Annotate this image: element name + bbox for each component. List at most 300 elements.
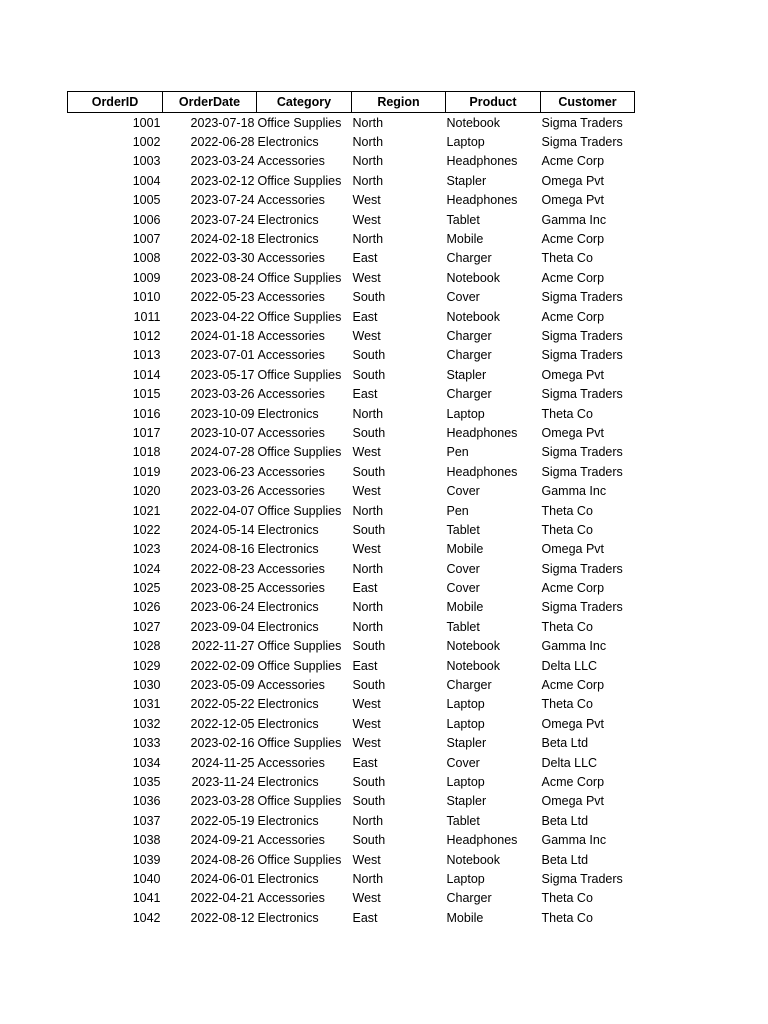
cell-category: Accessories (257, 561, 325, 576)
table-row (68, 113, 635, 133)
cell-product: Charger (446, 678, 492, 693)
cell-region: South (352, 678, 386, 693)
cell-orderdate: 2023-03-26 (190, 387, 255, 402)
cell-orderid: 1015 (132, 387, 161, 402)
cell-region: South (352, 464, 386, 479)
cell-product: Headphones (446, 193, 518, 208)
table-row (68, 210, 635, 229)
cell-orderdate: 2023-03-24 (190, 154, 255, 169)
cell-customer: Sigma Traders (541, 561, 623, 576)
cell-orderdate: 2023-11-24 (191, 774, 255, 789)
cell-orderid: 1009 (132, 270, 161, 285)
cell-region: South (352, 833, 386, 848)
cell-customer: Theta Co (541, 891, 593, 906)
cell-region: North (352, 561, 384, 576)
cell-region: East (352, 581, 378, 596)
cell-product: Cover (446, 484, 480, 499)
table-row (68, 637, 635, 656)
cell-orderdate: 2023-07-18 (190, 115, 255, 130)
cell-orderid: 1005 (132, 193, 161, 208)
cell-orderdate: 2023-08-24 (190, 270, 255, 285)
cell-orderdate: 2023-04-22 (190, 309, 255, 324)
cell-category: Office Supplies (257, 794, 342, 809)
cell-customer: Theta Co (541, 503, 593, 518)
cell-orderdate: 2024-08-16 (190, 542, 255, 557)
cell-orderdate: 2022-04-21 (190, 891, 255, 906)
cell-product: Tablet (446, 212, 480, 227)
cell-orderdate: 2024-06-01 (190, 871, 255, 886)
cell-orderid: 1041 (132, 891, 161, 906)
cell-orderdate: 2022-05-19 (190, 813, 255, 828)
cell-product: Headphones (446, 154, 518, 169)
cell-orderid: 1029 (132, 658, 161, 673)
cell-category: Office Supplies (257, 658, 342, 673)
cell-orderid: 1011 (133, 309, 161, 324)
cell-customer: Sigma Traders (541, 348, 623, 363)
cell-orderid: 1033 (132, 736, 161, 751)
cell-product: Cover (446, 581, 480, 596)
table-row (68, 249, 635, 268)
cell-orderdate: 2023-02-12 (190, 173, 255, 188)
cell-product: Mobile (446, 542, 484, 557)
cell-category: Office Supplies (257, 852, 342, 867)
table-row (68, 695, 635, 714)
cell-orderid: 1019 (132, 464, 161, 479)
cell-category: Accessories (257, 328, 325, 343)
cell-customer: Sigma Traders (541, 115, 623, 130)
cell-product: Laptop (446, 697, 485, 712)
cell-region: East (352, 755, 378, 770)
cell-customer: Sigma Traders (541, 871, 623, 886)
cell-product: Headphones (446, 425, 518, 440)
cell-customer: Omega Pvt (541, 542, 605, 557)
cell-region: East (352, 309, 378, 324)
cell-customer: Acme Corp (541, 678, 605, 693)
cell-orderdate: 2023-06-24 (190, 600, 255, 615)
cell-orderid: 1040 (132, 871, 161, 886)
cell-orderdate: 2024-07-28 (190, 445, 255, 460)
header-orderdate: OrderDate (163, 92, 257, 113)
cell-category: Office Supplies (257, 503, 342, 518)
cell-orderdate: 2024-02-18 (190, 232, 255, 247)
cell-region: West (352, 445, 381, 460)
cell-orderdate: 2022-11-27 (191, 639, 255, 654)
cell-customer: Acme Corp (541, 154, 605, 169)
cell-category: Electronics (257, 135, 319, 150)
cell-region: South (352, 348, 386, 363)
cell-region: South (352, 774, 386, 789)
cell-region: North (352, 619, 384, 634)
cell-customer: Sigma Traders (541, 290, 623, 305)
table-row (68, 152, 635, 171)
cell-region: North (352, 813, 384, 828)
cell-orderid: 1017 (132, 425, 161, 440)
table-row (68, 346, 635, 365)
cell-orderid: 1010 (132, 290, 161, 305)
cell-category: Electronics (257, 774, 319, 789)
table-row (68, 559, 635, 578)
cell-orderdate: 2023-03-26 (190, 484, 255, 499)
cell-orderid: 1020 (132, 484, 161, 499)
cell-customer: Gamma Inc (541, 484, 607, 499)
cell-orderdate: 2022-04-07 (190, 503, 255, 518)
cell-region: South (352, 367, 386, 382)
table-row (68, 889, 635, 908)
cell-region: West (352, 542, 381, 557)
cell-orderdate: 2023-10-07 (190, 425, 255, 440)
cell-product: Tablet (446, 619, 480, 634)
header-region: Region (352, 92, 446, 113)
table-row (68, 229, 635, 248)
table-body (68, 113, 635, 928)
cell-customer: Omega Pvt (541, 794, 605, 809)
cell-orderid: 1026 (132, 600, 161, 615)
cell-orderid: 1012 (132, 328, 161, 343)
cell-customer: Theta Co (541, 910, 593, 925)
cell-product: Tablet (446, 813, 480, 828)
cell-region: East (352, 387, 378, 402)
table-row (68, 908, 635, 927)
cell-orderid: 1034 (132, 755, 161, 770)
cell-orderid: 1031 (132, 697, 161, 712)
cell-product: Charger (446, 328, 492, 343)
table-row (68, 307, 635, 326)
cell-customer: Omega Pvt (541, 716, 605, 731)
cell-product: Stapler (446, 736, 487, 751)
cell-customer: Sigma Traders (541, 445, 623, 460)
cell-category: Electronics (257, 232, 319, 247)
cell-orderdate: 2023-05-17 (190, 367, 255, 382)
table-row (68, 520, 635, 539)
cell-category: Accessories (257, 251, 325, 266)
cell-category: Accessories (257, 891, 325, 906)
cell-customer: Gamma Inc (541, 639, 607, 654)
cell-orderid: 1003 (132, 154, 161, 169)
cell-region: West (352, 736, 381, 751)
cell-orderid: 1038 (132, 833, 161, 848)
cell-region: West (352, 852, 381, 867)
cell-orderdate: 2024-11-25 (191, 755, 255, 770)
table-row (68, 132, 635, 151)
table-row (68, 501, 635, 520)
cell-category: Office Supplies (257, 445, 342, 460)
cell-product: Laptop (446, 774, 485, 789)
cell-orderdate: 2023-10-09 (190, 406, 255, 421)
cell-product: Mobile (446, 910, 484, 925)
cell-category: Electronics (257, 522, 319, 537)
cell-region: East (352, 910, 378, 925)
cell-product: Pen (446, 503, 469, 518)
cell-customer: Beta Ltd (541, 852, 589, 867)
cell-orderid: 1042 (132, 910, 161, 925)
cell-region: North (352, 600, 384, 615)
cell-orderdate: 2022-05-23 (190, 290, 255, 305)
cell-category: Accessories (257, 425, 325, 440)
cell-category: Accessories (257, 290, 325, 305)
header-orderid: OrderID (68, 92, 163, 113)
cell-product: Stapler (446, 173, 487, 188)
table-row (68, 753, 635, 772)
cell-product: Notebook (446, 309, 501, 324)
cell-orderid: 1016 (132, 406, 161, 421)
cell-orderdate: 2023-08-25 (190, 581, 255, 596)
cell-region: West (352, 328, 381, 343)
table-row (68, 792, 635, 811)
cell-region: West (352, 484, 381, 499)
cell-customer: Omega Pvt (541, 193, 605, 208)
cell-orderdate: 2022-08-12 (190, 910, 255, 925)
cell-product: Stapler (446, 367, 487, 382)
cell-region: South (352, 794, 386, 809)
cell-orderdate: 2024-09-21 (190, 833, 255, 848)
cell-region: West (352, 193, 381, 208)
cell-orderdate: 2022-06-28 (190, 135, 255, 150)
cell-product: Headphones (446, 464, 518, 479)
cell-customer: Acme Corp (541, 774, 605, 789)
table-row (68, 830, 635, 849)
cell-product: Charger (446, 387, 492, 402)
cell-category: Accessories (257, 387, 325, 402)
header-product: Product (446, 92, 541, 113)
cell-region: North (352, 503, 384, 518)
cell-category: Office Supplies (257, 270, 342, 285)
cell-customer: Beta Ltd (541, 813, 589, 828)
cell-orderid: 1030 (132, 678, 161, 693)
cell-region: North (352, 406, 384, 421)
cell-category: Electronics (257, 542, 319, 557)
cell-orderid: 1028 (132, 639, 161, 654)
cell-orderdate: 2022-03-30 (190, 251, 255, 266)
cell-orderdate: 2022-12-05 (190, 716, 255, 731)
table-row (68, 772, 635, 791)
cell-orderid: 1002 (132, 135, 161, 150)
cell-product: Laptop (446, 871, 485, 886)
cell-category: Office Supplies (257, 367, 342, 382)
cell-category: Accessories (257, 581, 325, 596)
cell-category: Electronics (257, 406, 319, 421)
cell-product: Laptop (446, 406, 485, 421)
header-category: Category (257, 92, 352, 113)
cell-product: Cover (446, 290, 480, 305)
cell-customer: Delta LLC (541, 658, 598, 673)
cell-region: South (352, 290, 386, 305)
cell-customer: Omega Pvt (541, 367, 605, 382)
table-row (68, 365, 635, 384)
table-row (68, 714, 635, 733)
cell-orderdate: 2024-05-14 (190, 522, 255, 537)
cell-orderdate: 2022-02-09 (190, 658, 255, 673)
cell-customer: Sigma Traders (541, 600, 623, 615)
cell-category: Electronics (257, 212, 319, 227)
cell-orderid: 1022 (132, 522, 161, 537)
cell-orderid: 1014 (132, 367, 161, 382)
cell-customer: Sigma Traders (541, 464, 623, 479)
cell-orderdate: 2024-08-26 (190, 852, 255, 867)
table-row (68, 675, 635, 694)
cell-orderid: 1018 (132, 445, 161, 460)
cell-orderid: 1006 (132, 212, 161, 227)
orders-sheet (67, 91, 635, 927)
cell-product: Charger (446, 891, 492, 906)
header-row (68, 92, 635, 113)
cell-region: South (352, 522, 386, 537)
table-row (68, 598, 635, 617)
cell-product: Pen (446, 445, 469, 460)
cell-customer: Gamma Inc (541, 833, 607, 848)
cell-region: North (352, 173, 384, 188)
cell-product: Laptop (446, 716, 485, 731)
table-row (68, 191, 635, 210)
cell-customer: Sigma Traders (541, 387, 623, 402)
cell-customer: Sigma Traders (541, 135, 623, 150)
cell-category: Accessories (257, 484, 325, 499)
cell-customer: Acme Corp (541, 232, 605, 247)
cell-product: Mobile (446, 600, 484, 615)
cell-category: Accessories (257, 348, 325, 363)
table-row (68, 811, 635, 830)
table-row (68, 578, 635, 597)
cell-region: North (352, 115, 384, 130)
cell-orderid: 1039 (132, 852, 161, 867)
table-row (68, 734, 635, 753)
cell-category: Electronics (257, 619, 319, 634)
cell-category: Office Supplies (257, 736, 342, 751)
cell-orderid: 1023 (132, 542, 161, 557)
cell-customer: Acme Corp (541, 309, 605, 324)
cell-category: Accessories (257, 755, 325, 770)
cell-customer: Theta Co (541, 522, 593, 537)
cell-customer: Acme Corp (541, 581, 605, 596)
cell-product: Mobile (446, 232, 484, 247)
cell-orderid: 1032 (132, 716, 161, 731)
cell-region: West (352, 891, 381, 906)
cell-product: Laptop (446, 135, 485, 150)
cell-orderdate: 2022-08-23 (190, 561, 255, 576)
cell-product: Notebook (446, 852, 501, 867)
cell-category: Accessories (257, 154, 325, 169)
cell-orderdate: 2024-01-18 (190, 328, 255, 343)
table-row (68, 171, 635, 190)
cell-product: Notebook (446, 115, 501, 130)
table-row (68, 481, 635, 500)
table-row (68, 288, 635, 307)
cell-product: Charger (446, 251, 492, 266)
cell-orderid: 1036 (132, 794, 161, 809)
cell-category: Office Supplies (257, 309, 342, 324)
cell-product: Cover (446, 755, 480, 770)
cell-orderdate: 2023-07-01 (190, 348, 255, 363)
cell-category: Electronics (257, 697, 319, 712)
cell-product: Tablet (446, 522, 480, 537)
table-row (68, 656, 635, 675)
cell-region: West (352, 716, 381, 731)
cell-orderid: 1035 (132, 774, 161, 789)
cell-category: Accessories (257, 464, 325, 479)
cell-category: Electronics (257, 813, 319, 828)
cell-customer: Theta Co (541, 251, 593, 266)
table-row (68, 326, 635, 345)
cell-customer: Acme Corp (541, 270, 605, 285)
cell-product: Cover (446, 561, 480, 576)
cell-category: Electronics (257, 910, 319, 925)
cell-orderid: 1008 (132, 251, 161, 266)
cell-orderid: 1037 (132, 813, 161, 828)
cell-category: Office Supplies (257, 115, 342, 130)
orders-table (67, 91, 635, 927)
cell-category: Accessories (257, 678, 325, 693)
cell-orderdate: 2023-09-04 (190, 619, 255, 634)
cell-orderdate: 2023-07-24 (190, 193, 255, 208)
cell-orderdate: 2023-07-24 (190, 212, 255, 227)
table-row (68, 462, 635, 481)
cell-customer: Theta Co (541, 406, 593, 421)
cell-orderid: 1021 (132, 503, 161, 518)
cell-region: East (352, 658, 378, 673)
cell-orderid: 1013 (132, 348, 161, 363)
cell-customer: Omega Pvt (541, 425, 605, 440)
cell-category: Office Supplies (257, 639, 342, 654)
cell-orderid: 1007 (132, 232, 161, 247)
table-row (68, 384, 635, 403)
cell-product: Headphones (446, 833, 518, 848)
cell-region: West (352, 212, 381, 227)
table-row (68, 404, 635, 423)
cell-category: Electronics (257, 871, 319, 886)
table-row (68, 423, 635, 442)
cell-orderdate: 2023-03-28 (190, 794, 255, 809)
cell-region: South (352, 425, 386, 440)
cell-category: Office Supplies (257, 173, 342, 188)
cell-orderid: 1025 (132, 581, 161, 596)
cell-product: Stapler (446, 794, 487, 809)
cell-product: Charger (446, 348, 492, 363)
header-customer: Customer (541, 92, 635, 113)
table-row (68, 850, 635, 869)
cell-category: Electronics (257, 600, 319, 615)
cell-orderid: 1001 (132, 115, 161, 130)
cell-region: North (352, 232, 384, 247)
cell-region: North (352, 135, 384, 150)
cell-customer: Theta Co (541, 619, 593, 634)
cell-region: West (352, 270, 381, 285)
cell-orderid: 1024 (132, 561, 161, 576)
cell-region: North (352, 154, 384, 169)
cell-region: North (352, 871, 384, 886)
cell-orderid: 1027 (132, 619, 161, 634)
table-row (68, 540, 635, 559)
cell-customer: Sigma Traders (541, 328, 623, 343)
cell-category: Accessories (257, 193, 325, 208)
cell-customer: Delta LLC (541, 755, 598, 770)
cell-category: Electronics (257, 716, 319, 731)
cell-region: South (352, 639, 386, 654)
cell-region: West (352, 697, 381, 712)
table-row (68, 869, 635, 888)
cell-customer: Gamma Inc (541, 212, 607, 227)
table-row (68, 443, 635, 462)
cell-orderdate: 2023-05-09 (190, 678, 255, 693)
cell-customer: Omega Pvt (541, 173, 605, 188)
cell-customer: Beta Ltd (541, 736, 589, 751)
cell-orderdate: 2022-05-22 (190, 697, 255, 712)
cell-orderdate: 2023-02-16 (190, 736, 255, 751)
cell-product: Notebook (446, 639, 501, 654)
cell-orderid: 1004 (132, 173, 161, 188)
cell-region: East (352, 251, 378, 266)
cell-product: Notebook (446, 658, 501, 673)
cell-orderdate: 2023-06-23 (190, 464, 255, 479)
cell-category: Accessories (257, 833, 325, 848)
